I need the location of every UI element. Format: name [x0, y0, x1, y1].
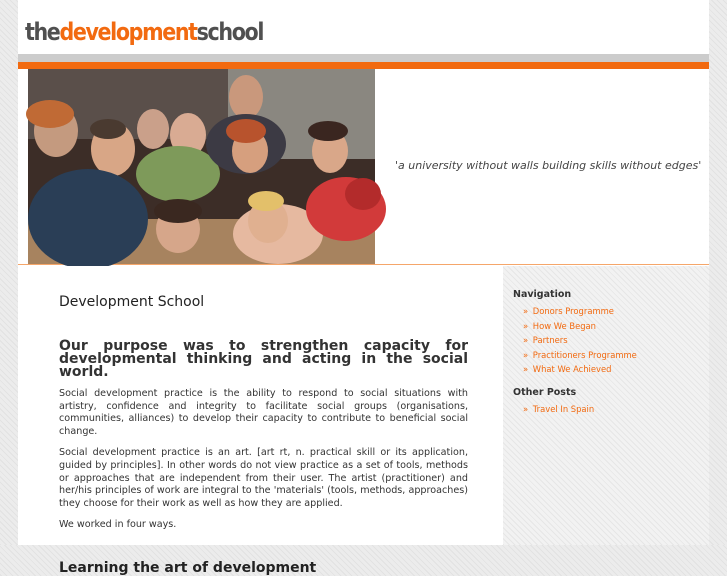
bullet-icon: »	[523, 403, 529, 414]
nav-link[interactable]: Partners	[532, 335, 568, 345]
group-photo	[28, 69, 375, 264]
nav-link[interactable]: How We Began	[532, 320, 596, 331]
section-heading: Learning the art of development	[59, 559, 317, 576]
group-photo-image	[28, 69, 375, 264]
post-item-travel-in-spain[interactable]	[523, 402, 709, 417]
page-title: Development School	[59, 294, 205, 310]
bullet-icon: »	[523, 364, 529, 374]
other-posts-list	[523, 402, 709, 417]
nav-item-donors-programme[interactable]	[523, 304, 709, 319]
paragraph-four-ways: We worked in four ways.	[59, 519, 177, 531]
bullet-icon: »	[523, 320, 529, 331]
paragraph-practice-art: Social development practice is an art. [art rt, n. practical skill or its application, guided by principles]. In other words do not view practice as a set of tools, methods or approaches that are independent from their user. The artist (practitioner) and her/his principles of work are integral to the 'materials' (tools, methods, approaches) they choose for their work as well as how they are applied.	[59, 447, 468, 509]
logo-school: school	[196, 18, 264, 46]
tagline: 'a university without walls building skills without edges'	[395, 159, 702, 172]
bullet-icon: »	[523, 335, 529, 345]
post-link[interactable]: Travel In Spain	[532, 403, 595, 414]
paragraph-practice-ability: Social development practice is the ability to respond to social situations with artistry, confidence and integrity to facilitate social groups (organisations, communities, alliances) to develop their capacity to contribute to beneficial social change.	[59, 388, 468, 437]
nav-item-how-we-began[interactable]	[523, 319, 709, 334]
navigation-list	[523, 304, 709, 377]
nav-item-practitioners-programme[interactable]	[523, 348, 709, 363]
nav-link[interactable]: Donors Programme	[532, 306, 614, 316]
bullet-icon: »	[523, 349, 529, 360]
bullet-icon: »	[523, 306, 529, 316]
site-logo[interactable]	[25, 18, 263, 50]
other-posts-heading: Other Posts	[513, 386, 577, 398]
logo-development: development	[59, 18, 197, 46]
article	[59, 294, 468, 576]
logo-the: the	[25, 18, 60, 46]
main-content	[18, 266, 503, 576]
sidebar	[503, 266, 709, 545]
page	[18, 0, 709, 576]
nav-item-what-we-achieved[interactable]	[523, 362, 709, 377]
header-grey-bar	[18, 54, 709, 62]
banner	[18, 69, 709, 265]
header-orange-bar	[18, 62, 709, 69]
nav-link[interactable]: What We Achieved	[532, 364, 612, 374]
purpose-heading: Our purpose was to strengthen capacity for developmental thinking and acting in the social world.	[59, 338, 468, 380]
nav-item-partners[interactable]	[523, 333, 709, 348]
nav-link[interactable]: Practitioners Programme	[532, 349, 637, 360]
navigation-heading: Navigation	[513, 289, 572, 300]
